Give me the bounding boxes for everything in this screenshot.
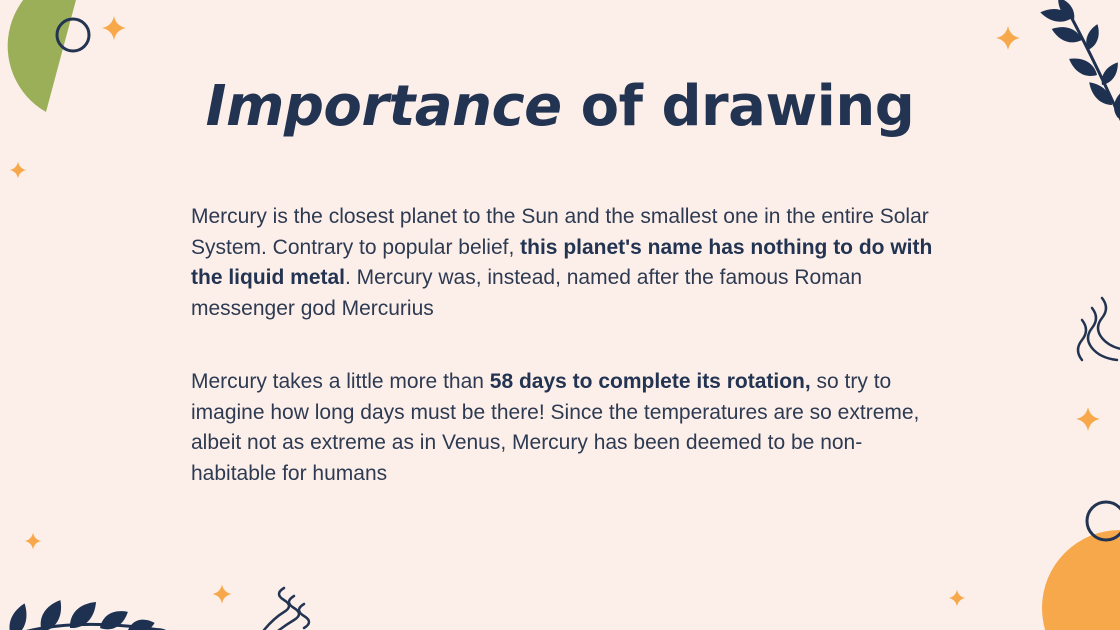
- sparkle-icon: [1076, 407, 1100, 431]
- squiggle-lines-bottom: [264, 588, 309, 630]
- paragraph-2: [191, 367, 936, 489]
- leaf-branch-bottom-left: [0, 596, 171, 630]
- paragraph-2-text-end: so try to imagine how long days must be there! Since the temperatures are so extreme, albeit not as extreme as in Venus, Mercury has been deemed to be non-habitable for humans: [191, 370, 920, 485]
- sparkle-icon: [10, 162, 27, 179]
- sparkle-icon: [102, 16, 126, 40]
- sparkle-icon: [25, 533, 42, 550]
- paragraph-1-text-end: . Mercury was, instead, named after the famous Roman messenger god Mercurius: [191, 266, 863, 320]
- sparkle-icon: [949, 590, 966, 607]
- title-rest: of drawing: [580, 74, 915, 139]
- paragraph-1-text-start: Mercury is the closest planet to the Sun and the smallest one in the entire Solar System. Contrary to popular belief,: [191, 205, 929, 259]
- paragraph-1-bold: this planet's name has nothing to do with the liquid metal: [191, 235, 933, 289]
- orange-half-circle: [1042, 530, 1120, 630]
- title-italic-word: Importance: [205, 74, 562, 139]
- sparkle-icon: [996, 26, 1020, 50]
- paragraph-1: [191, 202, 936, 324]
- paragraph-2-text-start: Mercury takes a little more than: [191, 370, 490, 393]
- slide-title: [0, 74, 1120, 139]
- sparkle-icon: [212, 584, 231, 603]
- squiggle-lines-right: [1078, 298, 1120, 360]
- paragraph-2-bold: 58 days to complete its rotation,: [489, 370, 811, 393]
